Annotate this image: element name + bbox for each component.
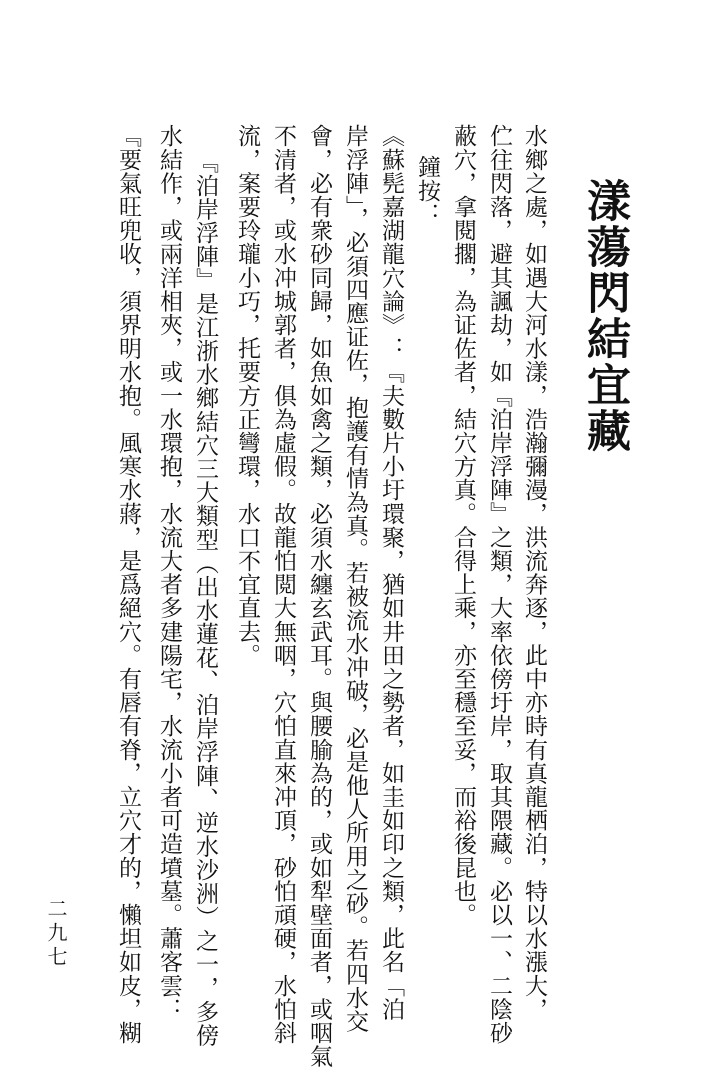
text-column-3: 蔽穴，拿閱擱，為证佐者，結穴方真。合得上乘，亦至穩至妥，而裕後昆也。 (450, 124, 476, 927)
page-number: 二九七 (44, 898, 68, 970)
text-column-1: 水鄉之處，如遇大河水漾，浩瀚彌漫，洪流奔逐，此中亦時有真龍栖泊，特以水漲大， (521, 124, 547, 1021)
text-column-5: 《蘇髡嘉湖龍穴論》：『夫數片小圩環聚，猶如井田之勢者，如圭如印之類，此名「泊 (378, 124, 404, 1021)
text-column-7: 會，必有衆砂同歸，如魚如禽之類，必須水纏玄武耳。與腰腧為的，或如犁壁面者，或咽氣 (306, 124, 332, 1068)
text-column-6: 岸浮陣」，必須四應证佐，抱護有情為真。若被流水冲破，必是他人所用之砂。若四水交 (342, 124, 368, 1033)
chapter-title: 漾蕩閃結宜藏 (579, 178, 630, 454)
commentary-heading: 鐘按： (414, 155, 440, 226)
text-column-2: 伫往閃落，避其諷劫，如『泊岸浮陣』之類，大率依傍圩岸，取其隈藏。必以一、二陰砂 (486, 124, 512, 1045)
text-column-8: 不清者，或水冲城郭者，俱為虛假。故龍怕閲大無咽，穴怕直來冲頂，砂怕頑硬，水怕斜 (270, 124, 296, 1045)
text-column-9: 流，案要玲瓏小巧，托要方正彎環，水口不宜直去。 (234, 124, 260, 667)
text-column-10: 『泊岸浮陣』是江浙水鄉結穴三大類型（出水蓮花、泊岸浮陣、逆水沙洲）之一，多傍 (192, 150, 218, 1047)
text-column-12: 『要氣旺兜收，須界明水抱。風寒水蔣，是爲絕穴。有唇有脊，立穴才的，懶坦如皮，糊 (115, 124, 141, 1045)
text-column-11: 水結作，或兩洋相夾，或一水環抱，水流大者多建陽宅，水流小者可造墳墓。蕭客雲： (156, 124, 182, 1021)
